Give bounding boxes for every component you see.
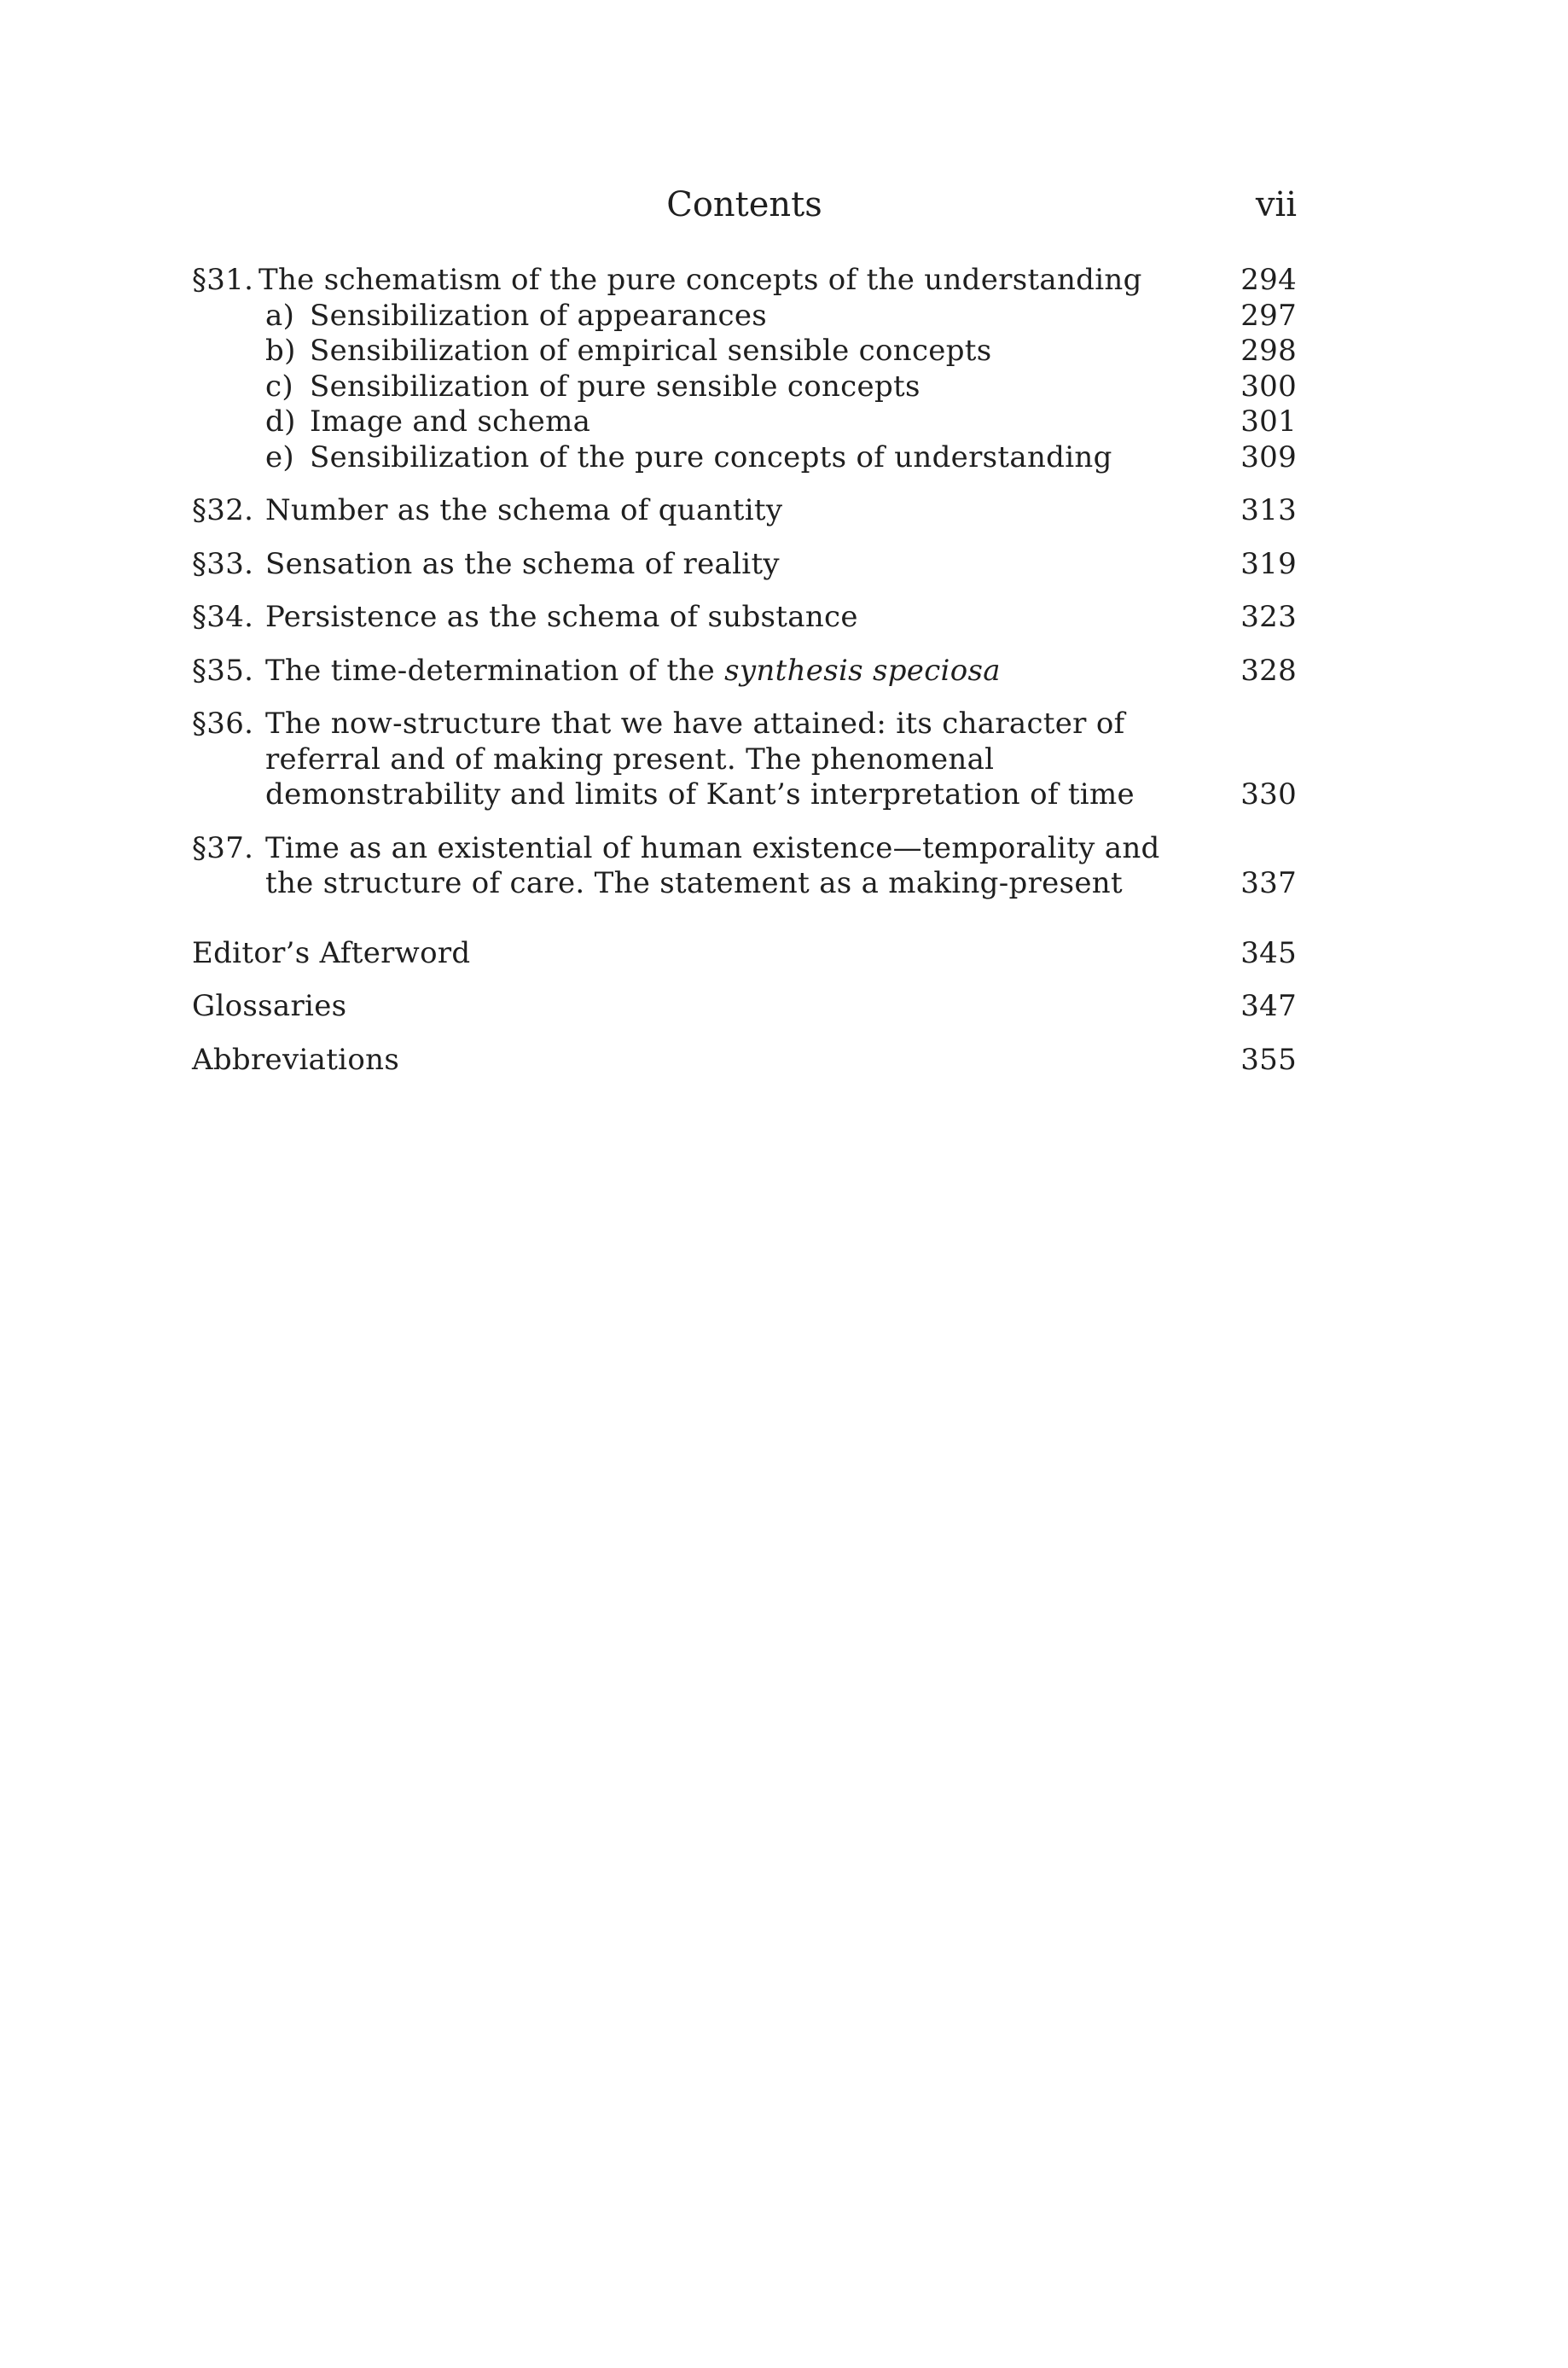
toc-subentry-title: Sensibilization of pure sensible concepts — [310, 369, 920, 404]
toc-entry-title-line: The now-structure that we have attained: its character of — [265, 707, 1125, 741]
toc-subentry-31c[interactable] — [192, 369, 1297, 405]
toc-entry-number: §32. — [192, 493, 254, 527]
running-page-number: vii — [1255, 185, 1297, 224]
toc-entry-title-line: the structure of care. The statement as a making-present — [265, 866, 1123, 900]
toc-entry-title-italic: synthesis speciosa — [724, 653, 1001, 688]
toc-subentry-31b[interactable] — [192, 334, 1297, 369]
toc-entry-title-line: referral and of making present. The phenomenal — [265, 742, 995, 777]
toc-entry-title: Glossaries — [192, 989, 347, 1023]
toc-subentry-letter: a) — [265, 298, 295, 333]
table-of-contents — [192, 263, 1297, 1078]
running-title: Contents — [666, 185, 822, 224]
toc-subentry-31e[interactable] — [192, 440, 1297, 476]
toc-entry-title — [265, 654, 1228, 689]
toc-entry-33[interactable] — [192, 547, 1297, 583]
toc-entry-number: §36. — [192, 707, 254, 741]
toc-subentry-letter: d) — [265, 404, 296, 439]
toc-entry-number: §31. — [192, 263, 254, 297]
toc-entry-page: 355 — [1240, 1042, 1297, 1077]
toc-entry-number: §37. — [192, 830, 254, 865]
toc-entry-title: Number as the schema of quantity — [265, 493, 783, 527]
toc-entry-32[interactable] — [192, 493, 1297, 529]
toc-entry-37[interactable] — [192, 831, 1297, 902]
toc-entry-page: 337 — [1240, 866, 1297, 900]
toc-subentry-page: 297 — [1240, 298, 1297, 333]
toc-subentry-letter: e) — [265, 439, 294, 474]
toc-entry-title: Editor’s Afterword — [192, 935, 471, 970]
toc-entry-35[interactable] — [192, 654, 1297, 689]
toc-subentry-page: 309 — [1240, 439, 1297, 474]
toc-subentry-31d[interactable] — [192, 404, 1297, 440]
toc-entry-page: 347 — [1240, 989, 1297, 1023]
toc-entry-title-line: demonstrability and limits of Kant’s interpretation of time — [265, 777, 1135, 812]
toc-entry-31[interactable] — [192, 263, 1297, 299]
toc-entry-title: Persistence as the schema of substance — [265, 600, 858, 634]
toc-entry-title-line: Time as an existential of human existence—temporality and — [265, 830, 1160, 865]
toc-entry-34[interactable] — [192, 600, 1297, 636]
toc-subentry-31a[interactable] — [192, 299, 1297, 335]
toc-entry-number: §34. — [192, 600, 254, 634]
toc-entry-36[interactable] — [192, 707, 1297, 813]
toc-entry-title-prefix: The time-determination of the — [265, 653, 725, 688]
toc-entry-page: 323 — [1240, 600, 1297, 634]
toc-subentry-title: Sensibilization of empirical sensible concepts — [310, 334, 992, 368]
toc-entry-number: §33. — [192, 546, 254, 581]
toc-entry-page: 345 — [1240, 935, 1297, 970]
toc-entry-title — [265, 707, 1228, 813]
toc-subentry-title: Image and schema — [310, 404, 591, 439]
toc-subentry-letter: c) — [265, 369, 293, 404]
toc-subentry-page: 300 — [1240, 369, 1297, 404]
toc-entry-page: 328 — [1240, 653, 1297, 688]
toc-entry-title: The schematism of the pure concepts of the understanding — [258, 263, 1142, 297]
toc-subentry-title: Sensibilization of the pure concepts of understanding — [310, 439, 1112, 474]
toc-entry-title: Sensation as the schema of reality — [265, 546, 780, 581]
toc-subentry-title: Sensibilization of appearances — [310, 298, 767, 333]
toc-entry-abbreviations[interactable] — [192, 1043, 1297, 1079]
toc-entry-page: 313 — [1240, 493, 1297, 527]
toc-entry-afterword[interactable] — [192, 936, 1297, 972]
toc-entry-glossaries[interactable] — [192, 989, 1297, 1025]
toc-entry-page: 294 — [1240, 263, 1297, 297]
toc-entry-number: §35. — [192, 653, 254, 688]
toc-subentry-page: 301 — [1240, 404, 1297, 439]
running-head — [192, 179, 1297, 230]
toc-subentry-page: 298 — [1240, 334, 1297, 368]
toc-entry-page: 319 — [1240, 546, 1297, 581]
toc-entry-title — [265, 831, 1228, 902]
toc-entry-page: 330 — [1240, 777, 1297, 812]
toc-entry-title: Abbreviations — [192, 1042, 400, 1077]
toc-subentry-letter: b) — [265, 334, 296, 368]
